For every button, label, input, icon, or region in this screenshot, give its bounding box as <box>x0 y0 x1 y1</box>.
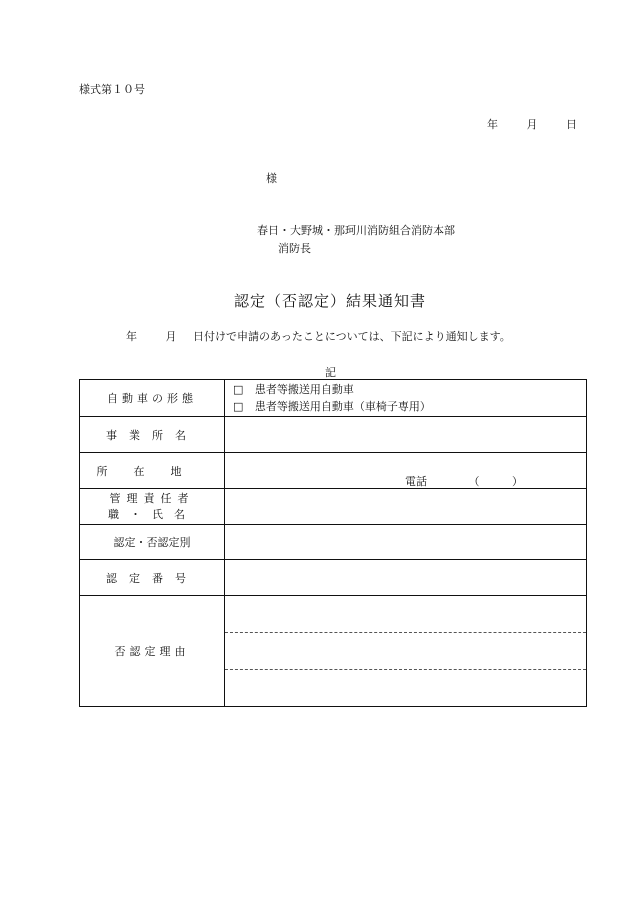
sender-organization: 春日・大野城・那珂川消防組合消防本部 <box>257 224 455 237</box>
office-name-value[interactable] <box>225 417 587 453</box>
approval-type-value[interactable] <box>225 525 587 560</box>
vehicle-option-2-label: 患者等搬送用自動車（車椅子専用） <box>254 400 431 413</box>
manager-label <box>80 489 225 525</box>
rejection-reason-label: 否認定理由 <box>80 596 225 707</box>
vehicle-option-1-label: 患者等搬送用自動車 <box>254 383 354 396</box>
ki-heading: 記 <box>325 366 336 379</box>
row-approval-number <box>80 560 587 596</box>
row-manager <box>80 489 587 525</box>
date-day: 日 <box>566 118 577 131</box>
row-approval-type <box>80 525 587 560</box>
rejection-reason-value[interactable] <box>225 596 587 707</box>
reason-line-3[interactable] <box>225 670 586 706</box>
manager-value[interactable] <box>225 489 587 525</box>
reason-line-2[interactable] <box>225 633 586 670</box>
intro-month: 月 <box>165 330 177 343</box>
intro-sentence <box>126 328 511 344</box>
date-line <box>487 116 577 132</box>
row-office-name <box>80 417 587 453</box>
checkbox-icon[interactable]: □ <box>233 400 244 413</box>
location-label: 所在地 <box>80 453 225 489</box>
date-year: 年 <box>487 118 498 131</box>
date-month: 月 <box>526 118 538 131</box>
phone-field <box>405 473 523 489</box>
result-table <box>79 379 587 707</box>
document-title: 認定（否認定）結果通知書 <box>233 292 426 310</box>
vehicle-option-2[interactable] <box>225 398 586 415</box>
vehicle-type-label: 自動車の形態 <box>80 380 225 417</box>
row-rejection-reason <box>80 596 587 707</box>
vehicle-option-1[interactable] <box>225 381 586 398</box>
phone-paren-open: （ <box>468 475 480 488</box>
checkbox-icon[interactable]: □ <box>233 383 244 396</box>
sender-title: 消防長 <box>278 242 311 255</box>
manager-label-line1: 管理責任者 <box>109 491 195 505</box>
approval-type-label: 認定・否認定別 <box>80 525 225 560</box>
addressee-suffix: 様 <box>266 172 277 185</box>
phone-paren-close: ） <box>512 475 523 488</box>
intro-text: 日付けで申請のあったことについては、下記により通知します。 <box>193 330 511 343</box>
approval-number-value[interactable] <box>225 560 587 596</box>
manager-label-line2: 職・氏名 <box>108 507 196 521</box>
phone-label: 電話 <box>405 475 427 488</box>
reason-line-1[interactable] <box>225 596 586 633</box>
office-name-label: 事業所名 <box>80 417 225 453</box>
row-location <box>80 453 587 489</box>
intro-year: 年 <box>126 330 137 343</box>
approval-number-label: 認定番号 <box>80 560 225 596</box>
vehicle-type-options <box>225 380 587 417</box>
row-vehicle-type <box>80 380 587 417</box>
location-value[interactable] <box>225 453 587 489</box>
form-number: 様式第１０号 <box>79 83 145 96</box>
